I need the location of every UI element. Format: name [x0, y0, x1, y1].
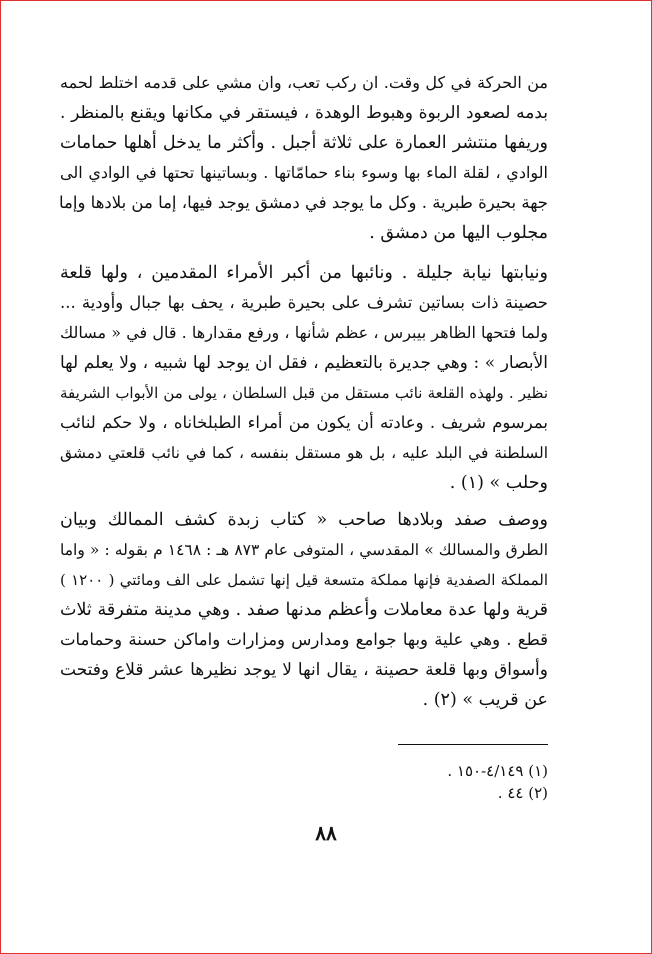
paragraph-2: [60, 258, 548, 498]
text-line: الوادي ، لقلة الماء بها وسوء بناء حمامّاتها . وبساتينها تحتها في الوادي الى: [60, 163, 548, 182]
text-line: وأسواق وبها قلعة حصينة ، يقال انها لا يوجد نظيرها عشر قلاع وفتحت: [60, 660, 548, 680]
text-line: جهة بحيرة طبرية . وكل ما يوجد في دمشق يوجد فيها، إما من بلادها وإما: [59, 193, 548, 212]
text-line: وحلب » (١) .: [449, 473, 548, 493]
text-line: الأبصار » : وهي جديرة بالتعظيم ، فقل ان يوجد لها شبيه ، ولا يعلم لها: [60, 353, 548, 373]
text-line: السلطنة في البلد عليه ، بل هو مستقل بنفسه ، كما في نائب قلعتي دمشق: [60, 444, 548, 462]
footnote-2: (٢) ٤٤ .: [497, 784, 548, 802]
footnote-1: (١) ٤/١٤٩-١٥٠ .: [447, 762, 548, 780]
footnote-divider: [398, 744, 548, 745]
text-line: المملكة الصفدية فإنها مملكة متسعة قيل إنها تشمل على الف ومائتي ( ١٢٠٠ ): [60, 571, 548, 589]
text-line: وريفها منتشر العمارة على ثلاثة أجبل . وأكثر ما يدخل أهلها حمامات: [60, 133, 548, 153]
text-line: بدمه لصعود الربوة وهبوط الوهدة ، فيستقر في مكانها ويقنع بالمنظر .: [60, 103, 548, 123]
page-number: ٨٨: [315, 821, 337, 845]
text-line: ولما فتحها الظاهر بيبرس ، عظم شأنها ، ورفع مقدارها . قال في « مسالك: [60, 323, 548, 342]
text-line: بمرسوم شريف . وعادته أن يكون من أمراء الطبلخاناه ، ولا حكم لنائب: [60, 413, 548, 432]
paragraph-3: [60, 505, 548, 715]
text-line: مجلوب اليها من دمشق .: [369, 223, 548, 243]
text-line: عن قريب » (٢) .: [422, 690, 548, 710]
text-line: قطع . وهي علية وبها جوامع ومدارس ومزارات واماكن حسنة وحمامات: [60, 630, 548, 649]
text-line: حصينة ذات بساتين تشرف على بحيرة طبرية ، يحف بها جبال وأودية ...: [60, 293, 548, 312]
text-line: من الحركة في كل وقت. ان ركب تعب، وان مشي على قدمه اختلط لحمه: [60, 73, 548, 92]
text-line: قرية ولها عدة معاملات وأعظم مدنها صفد . وهي مدينة متفرقة ثلاث: [60, 600, 548, 620]
text-line: نظير . ولهذه القلعة نائب مستقل من قبل السلطان ، يولى من الأبواب الشريفة: [60, 384, 548, 402]
paragraph-1: [60, 68, 548, 248]
text-line: ونيابتها نيابة جليلة . ونائبها من أكبر الأمراء المقدمين ، ولها قلعة: [60, 263, 548, 283]
text-line: الطرق والمسالك » المقدسي ، المتوفى عام ٨٧٣ هـ : ١٤٦٨ م بقوله : « واما: [60, 541, 549, 559]
text-line: ووصف صفد وبلادها صاحب « كتاب زبدة كشف الممالك وبيان: [60, 510, 548, 530]
